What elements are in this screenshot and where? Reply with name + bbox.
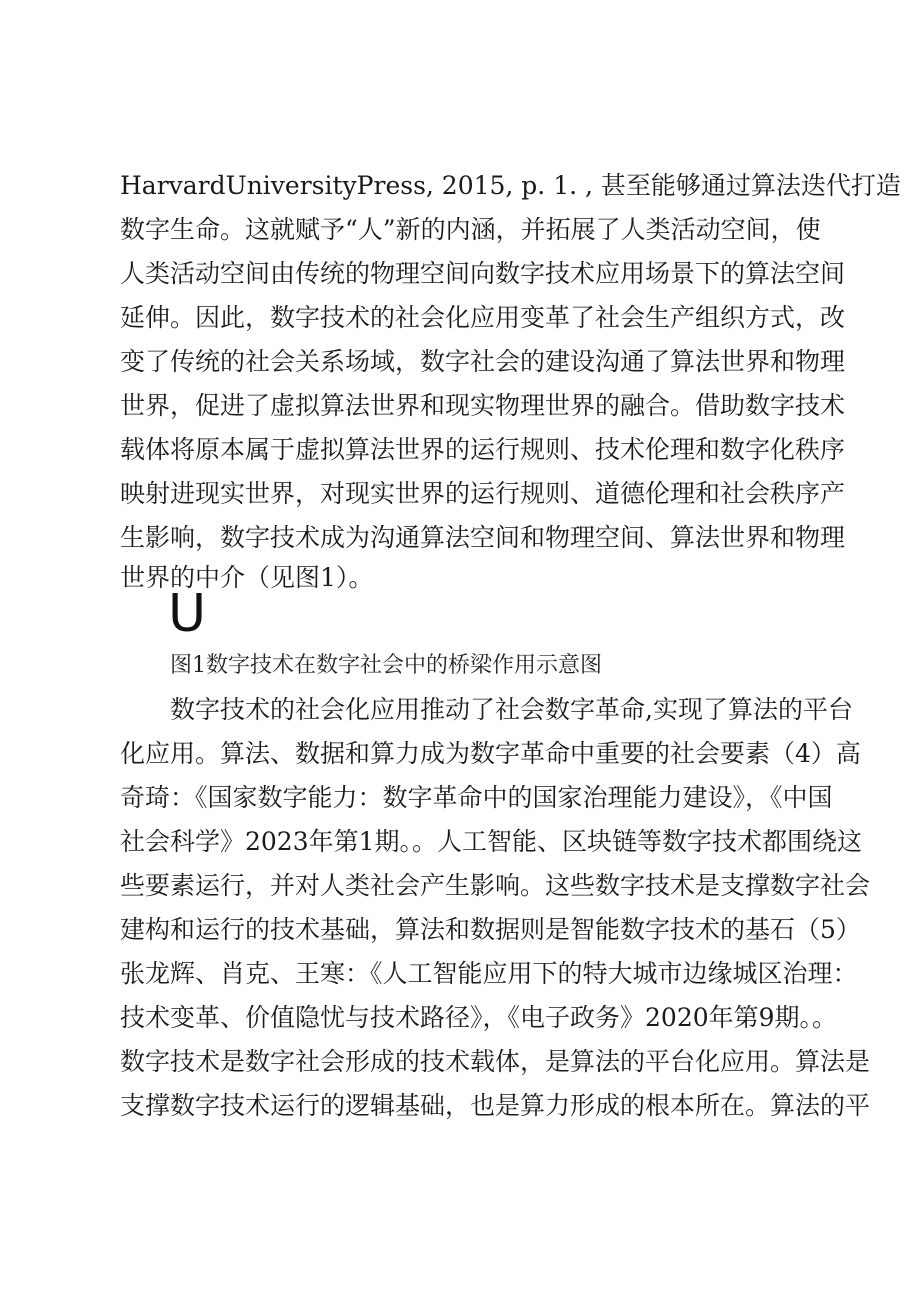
paragraph-1-line-6: 世界，促进了虚拟算法世界和现实物理世界的融合。借助数字技术 <box>120 391 846 420</box>
paragraph-2-line-8: 技术变革、价值隐忧与技术路径》，《电子政务》2020年第9期。。 <box>120 1003 838 1032</box>
paragraph-1-line-9: 生影响，数字技术成为沟通算法空间和物理空间、算法世界和物理 <box>120 523 846 552</box>
paragraph-1-line-10: 世界的中介（见图1）。 <box>120 563 374 592</box>
paragraph-1-line-5: 变了传统的社会关系场域，数字社会的建设沟通了算法世界和物理 <box>120 347 846 376</box>
paragraph-2-line-2: 化应用。算法、数据和算力成为数字革命中重要的社会要素（4）高 <box>120 739 861 768</box>
paragraph-2-line-6: 建构和运行的技术基础，算法和数据则是智能数字技术的基石（5） <box>120 915 861 944</box>
paragraph-2-line-4: 社会科学》2023年第1期。。人工智能、区块链等数字技术都围绕这 <box>120 827 863 856</box>
figure-caption: 图1数字技术在数字社会中的桥梁作用示意图 <box>170 653 602 678</box>
paragraph-2-line-3: 奇琦：《国家数字能力：数字革命中的国家治理能力建设》，《中国 <box>120 783 833 812</box>
paragraph-1-line-4: 延伸。因此，数字技术的社会化应用变革了社会生产组织方式，改 <box>120 303 846 332</box>
paragraph-2-line-1: 数字技术的社会化应用推动了社会数字革命,实现了算法的平台 <box>170 695 853 724</box>
paragraph-1-line-8: 映射进现实世界，对现实世界的运行规则、道德伦理和社会秩序产 <box>120 479 846 508</box>
paragraph-1-line-3: 人类活动空间由传统的物理空间向数字技术应用场景下的算法空间 <box>120 259 846 288</box>
paragraph-2-line-9: 数字技术是数字社会形成的技术载体，是算法的平台化应用。算法是 <box>120 1047 871 1076</box>
paragraph-2-line-7: 张龙辉、肖克、王寒：《人工智能应用下的特大城市边缘城区治理： <box>120 959 858 988</box>
paragraph-2-line-10: 支撑数字技术运行的逻辑基础，也是算力形成的根本所在。算法的平 <box>120 1091 871 1120</box>
figure-placeholder-glyph: U <box>168 584 207 644</box>
paragraph-1-line-7: 载体将原本属于虚拟算法世界的运行规则、技术伦理和数字化秩序 <box>120 435 846 464</box>
paragraph-1-line-1: HarvardUniversityPress, 2015, p. 1. , 甚至能够通过算法迭代打造 <box>120 171 901 200</box>
paragraph-1-line-2: 数字生命。这就赋予“人”新的内涵，并拓展了人类活动空间，使 <box>120 215 821 244</box>
paragraph-2-line-5: 些要素运行，并对人类社会产生影响。这些数字技术是支撑数字社会 <box>120 871 871 900</box>
